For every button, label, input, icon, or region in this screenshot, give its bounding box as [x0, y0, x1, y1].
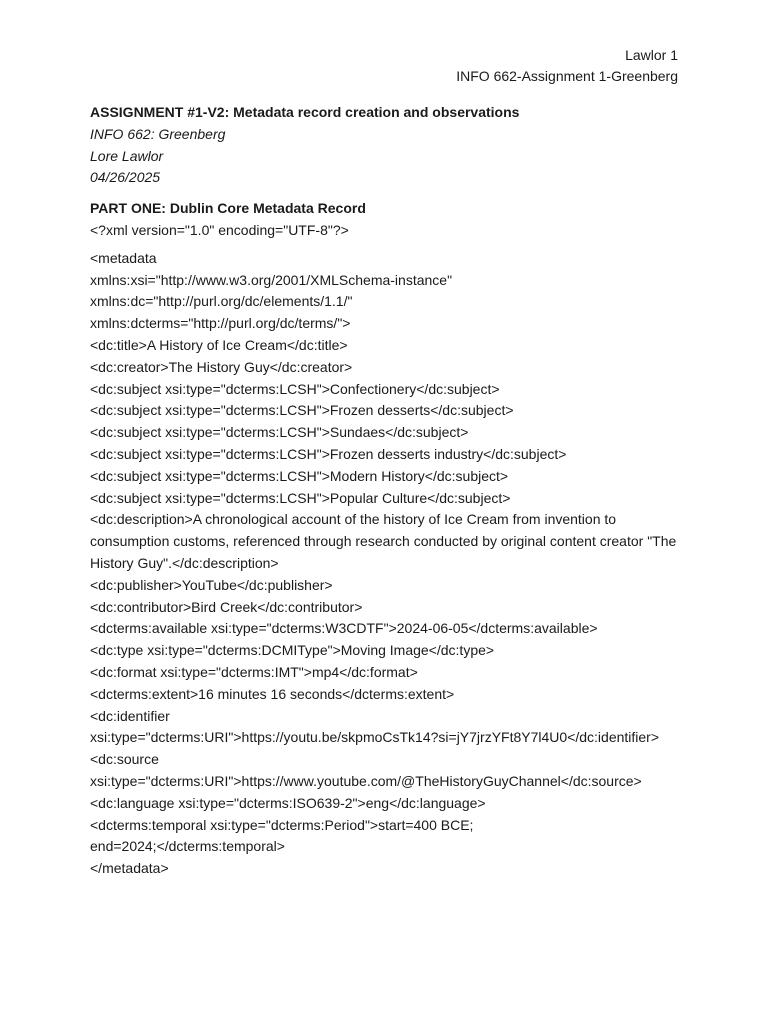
xml-line: <dc:subject xsi:type="dcterms:LCSH">Modern History</dc:subject>	[90, 467, 509, 484]
xml-line: <dc:subject xsi:type="dcterms:LCSH">Sundaes</dc:subject>	[90, 424, 469, 441]
running-header	[456, 45, 678, 87]
course-name: INFO 662: Greenberg	[90, 125, 226, 142]
xml-line: <dc:subject xsi:type="dcterms:LCSH">Frozen desserts industry</dc:subject>	[90, 445, 567, 462]
xml-line: xmlns:dcterms="http://purl.org/dc/terms/">	[90, 315, 351, 332]
xml-line: <dc:subject xsi:type="dcterms:LCSH">Confectionery</dc:subject>	[90, 380, 500, 397]
xml-description: <dc:description>A chronological account of the history of Ice Cream from invention to consumption customs, referenced through research conducted by original content creator "The History Guy".</dc:description>	[90, 511, 677, 571]
document-date: 04/26/2025	[90, 169, 161, 186]
section-heading: PART ONE: Dublin Core Metadata Record	[90, 200, 366, 217]
xml-line: xsi:type="dcterms:URI">https://www.youtube.com/@TheHistoryGuyChannel</dc:source>	[90, 772, 642, 789]
xml-line: <dc:contributor>Bird Creek</dc:contributor>	[90, 598, 363, 615]
xml-line: </metadata>	[90, 860, 169, 877]
xml-declaration: <?xml version="1.0" encoding="UTF-8"?>	[90, 221, 349, 238]
xml-line: <dc:format xsi:type="dcterms:IMT">mp4</dc:format>	[90, 663, 418, 680]
xml-line: <dc:title>A History of Ice Cream</dc:title>	[90, 336, 348, 353]
xml-line: <dc:identifier	[90, 707, 170, 724]
header-page-label: Lawlor 1	[625, 47, 678, 63]
xml-line: <dc:type xsi:type="dcterms:DCMIType">Moving Image</dc:type>	[90, 642, 495, 659]
xml-line: <dcterms:available xsi:type="dcterms:W3CDTF">2024-06-05</dcterms:available>	[90, 620, 598, 637]
xml-line: <dc:subject xsi:type="dcterms:LCSH">Frozen desserts</dc:subject>	[90, 402, 514, 419]
xml-line: <dcterms:extent>16 minutes 16 seconds</dcterms:extent>	[90, 685, 455, 702]
header-course-label: INFO 662-Assignment 1-Greenberg	[456, 68, 678, 84]
xml-line: <dc:language xsi:type="dcterms:ISO639-2">eng</dc:language>	[90, 794, 486, 811]
xml-line: xmlns:dc="http://purl.org/dc/elements/1.1/"	[90, 293, 353, 310]
xml-line: <dcterms:temporal xsi:type="dcterms:Period">start=400 BCE;	[90, 816, 474, 833]
xml-line: end=2024;</dcterms:temporal>	[90, 838, 285, 855]
author-name: Lore Lawlor	[90, 147, 164, 164]
xml-line: <dc:subject xsi:type="dcterms:LCSH">Popular Culture</dc:subject>	[90, 489, 511, 506]
document-body	[90, 102, 682, 880]
xml-line: <dc:creator>The History Guy</dc:creator>	[90, 358, 353, 375]
assignment-title: ASSIGNMENT #1-V2: Metadata record creation and observations	[90, 104, 520, 120]
xml-line: <dc:source	[90, 751, 159, 768]
xml-identifier: xsi:type="dcterms:URI">https://youtu.be/skpmoCsTk14?si=jY7jrzYFt8Y7l4U0</dc:identifier>	[90, 729, 660, 746]
xml-line: <dc:publisher>YouTube</dc:publisher>	[90, 576, 333, 593]
xml-line: xmlns:xsi="http://www.w3.org/2001/XMLSchema-instance"	[90, 271, 453, 288]
xml-line: <metadata	[90, 249, 157, 266]
xml-record	[90, 248, 682, 880]
